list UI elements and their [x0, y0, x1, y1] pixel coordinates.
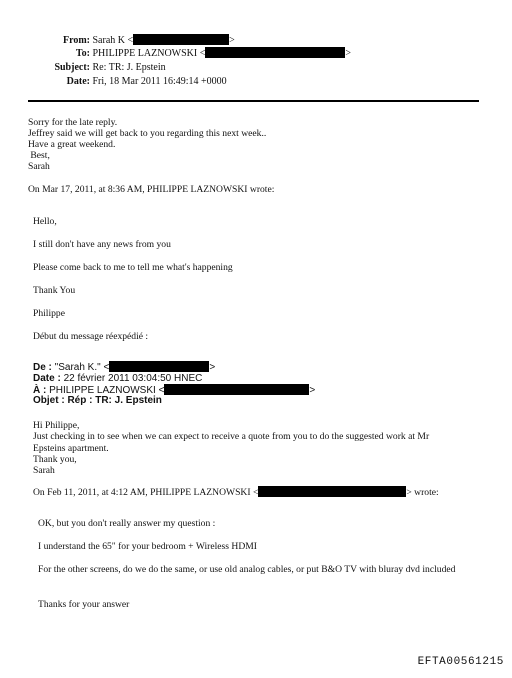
subject-row: [44, 61, 166, 74]
fwd-de-value: "Sarah K." <: [54, 362, 110, 373]
quote2-attribution-suffix: > wrote:: [406, 487, 439, 498]
bates-number: EFTA00561215: [417, 656, 504, 668]
from-label: From:: [62, 35, 90, 46]
fwd-a-value: PHILIPPE LAZNOWSKI <: [49, 385, 165, 396]
header-divider: [28, 100, 479, 102]
redaction-bar: [205, 47, 345, 58]
forward-marker: Début du message réexpédié :: [33, 331, 149, 342]
date-label: Date:: [66, 76, 90, 87]
reply-line: Sarah: [28, 161, 50, 172]
quote-signature: Philippe: [33, 308, 65, 319]
date-row: [44, 75, 227, 88]
quote2-line: Thanks for your answer: [38, 599, 130, 610]
quote-line: Please come back to me to tell me what's happening: [33, 262, 233, 273]
redaction-bar: [133, 34, 229, 45]
reply-line: Jeffrey said we will get back to you regarding this next week..: [28, 128, 267, 139]
date-value: Fri, 18 Mar 2011 16:49:14 +0000: [92, 76, 227, 87]
from-row: [44, 34, 235, 47]
message-thanks: Thank you,: [33, 454, 77, 465]
message-greeting: Hi Philippe,: [33, 420, 80, 431]
subject-label: Subject:: [54, 62, 90, 73]
to-value: PHILIPPE LAZNOWSKI <: [92, 48, 206, 59]
fwd-objet-value: Rép : TR: J. Epstein: [67, 395, 162, 406]
quote2-line: OK, but you don't really answer my question :: [38, 518, 216, 529]
reply-line: Have a great weekend.: [28, 139, 116, 150]
redaction-bar: [164, 384, 309, 395]
fwd-de-label: De :: [33, 362, 55, 373]
subject-value: Re: TR: J. Epstein: [92, 62, 166, 73]
redaction-bar: [258, 486, 406, 497]
fwd-objet-label: Objet :: [33, 395, 68, 406]
quote-attribution: On Mar 17, 2011, at 8:36 AM, PHILIPPE LAZNOWSKI wrote:: [28, 184, 275, 195]
reply-line: Best,: [28, 150, 50, 161]
quote-line: I still don't have any news from you: [33, 239, 171, 250]
message-body: Just checking in to see when we can expect to receive a quote from you to do the suggested work at Mr Epsteins apartment.: [33, 431, 430, 454]
to-tail: >: [345, 48, 351, 59]
quote2-line: For the other screens, do we do the same, or use old analog cables, or put B&O TV with bluray dvd included: [38, 564, 456, 575]
redaction-bar: [109, 361, 209, 372]
message-signature: Sarah: [33, 465, 55, 476]
quote2-line: I understand the 65" for your bedroom + Wireless HDMI: [38, 541, 257, 552]
quote2-attribution-prefix: On Feb 11, 2011, at 4:12 AM, PHILIPPE LAZNOWSKI <: [33, 487, 259, 498]
fwd-a-tail: >: [309, 385, 316, 396]
from-value: Sarah K <: [92, 35, 134, 46]
quote-greeting: Hello,: [33, 216, 57, 227]
to-label: To:: [75, 48, 90, 59]
quote-thanks: Thank You: [33, 285, 76, 296]
quote2-attribution: [33, 486, 439, 499]
reply-line: Sorry for the late reply.: [28, 117, 118, 128]
to-row: [44, 47, 351, 60]
fwd-objet-row: [33, 395, 162, 407]
fwd-a-label: À :: [33, 385, 50, 396]
from-tail: >: [229, 35, 235, 46]
fwd-de-tail: >: [209, 362, 216, 373]
fwd-date-value: 22 février 2011 03:04:50 HNEC: [63, 373, 203, 384]
fwd-date-label: Date :: [33, 373, 64, 384]
